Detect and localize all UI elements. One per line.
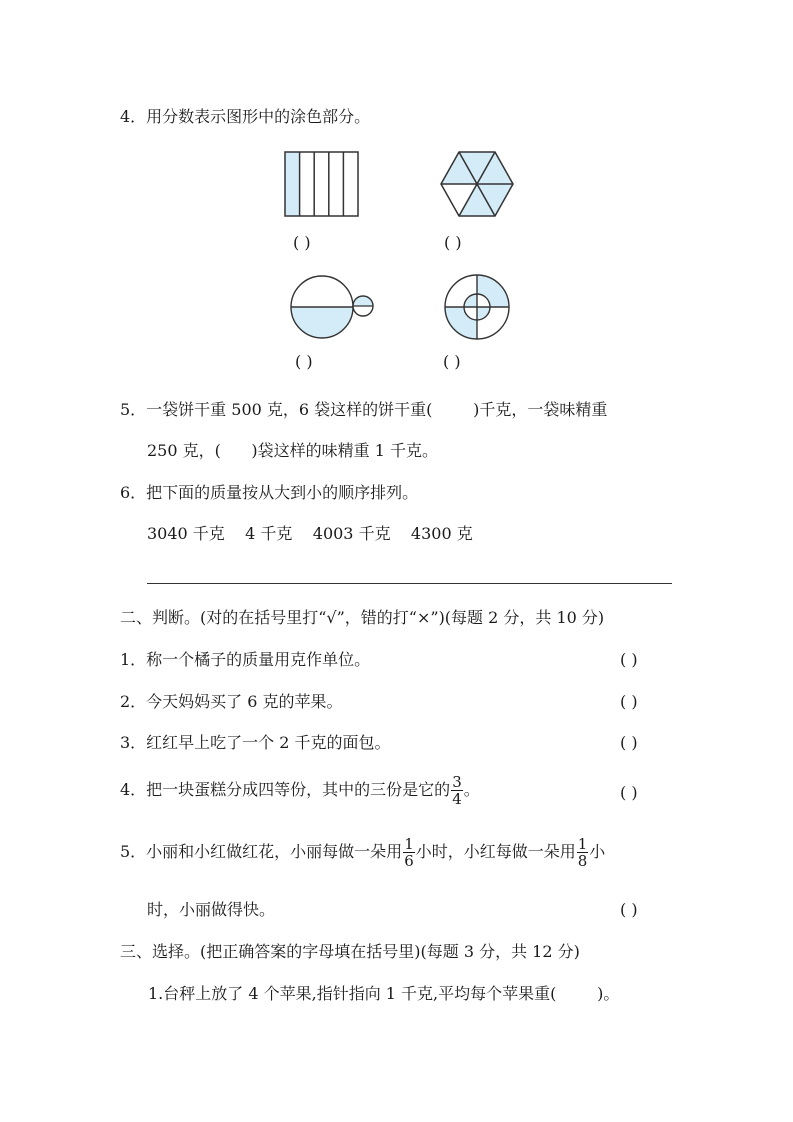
judge-item-3: 3．红红早上吃了一个 2 千克的面包。 [120,733,391,752]
fraction-1-6: $\frac{1}{6}$ [404,835,414,870]
judge-item-1: 1．称一个橘子的质量用克作单位。 [120,650,371,669]
rectangle-strips-figure [283,150,363,220]
circles-figure [288,274,378,342]
answer-blank-figure-3[interactable]: ( ) [295,352,313,371]
question-4-prompt: 4．用分数表示图形中的涂色部分。 [120,107,371,126]
section-2-title: 二、判断。(对的在括号里打“√”，错的打“×”)(每题 2 分，共 10 分) [120,608,605,627]
answer-blank-figure-2[interactable]: ( ) [444,233,462,252]
question-6-answer-line[interactable] [147,583,672,584]
section-3-title: 三、选择。(把正确答案的字母填在括号里)(每题 3 分，共 12 分) [120,942,580,961]
hexagon-figure [438,149,518,221]
judge-item-5-line-2: 时，小丽做得快。 [147,900,276,919]
judge-item-5: 5．小丽和小红做红花，小丽每做一朵用 $\frac{1}{6}$ 小时，小红每做一朵用 $\frac{1}{8}$ 小 [120,835,606,870]
choice-question-1: 1.台秤上放了 4 个苹果,指针指向 1 千克,平均每个苹果重( )。 [148,984,620,1003]
judge-item-4-text: 4．把一块蛋糕分成四等份，其中的三份是它的 [120,780,451,799]
question-6-items: 3040 千克 4 千克 4003 千克 4300 克 [147,524,473,543]
answer-blank-figure-1[interactable]: ( ) [293,233,311,252]
judge-item-4: 4．把一块蛋糕分成四等份，其中的三份是它的 $\frac{3}{4}$ 。 [120,773,480,808]
judge-blank-5[interactable]: ( ) [620,900,638,919]
question-6-prompt: 6．把下面的质量按从大到小的顺序排列。 [120,483,419,502]
question-5-line-1: 5．一袋饼干重 500 克，6 袋这样的饼干重( )千克，一袋味精重 [120,400,608,419]
question-5-line-2: 250 克，( )袋这样的味精重 1 千克。 [147,441,438,460]
judge-blank-2[interactable]: ( ) [620,692,638,711]
judge-blank-3[interactable]: ( ) [620,733,638,752]
ring-quadrants-figure [443,273,513,343]
judge-blank-4[interactable]: ( ) [620,783,638,802]
fraction-3-4: $\frac{3}{4}$ [452,773,462,808]
fraction-1-8: $\frac{1}{8}$ [577,835,588,870]
judge-item-2: 2．今天妈妈买了 6 克的苹果。 [120,692,343,711]
answer-blank-figure-4[interactable]: ( ) [443,352,461,371]
judge-blank-1[interactable]: ( ) [620,650,638,669]
